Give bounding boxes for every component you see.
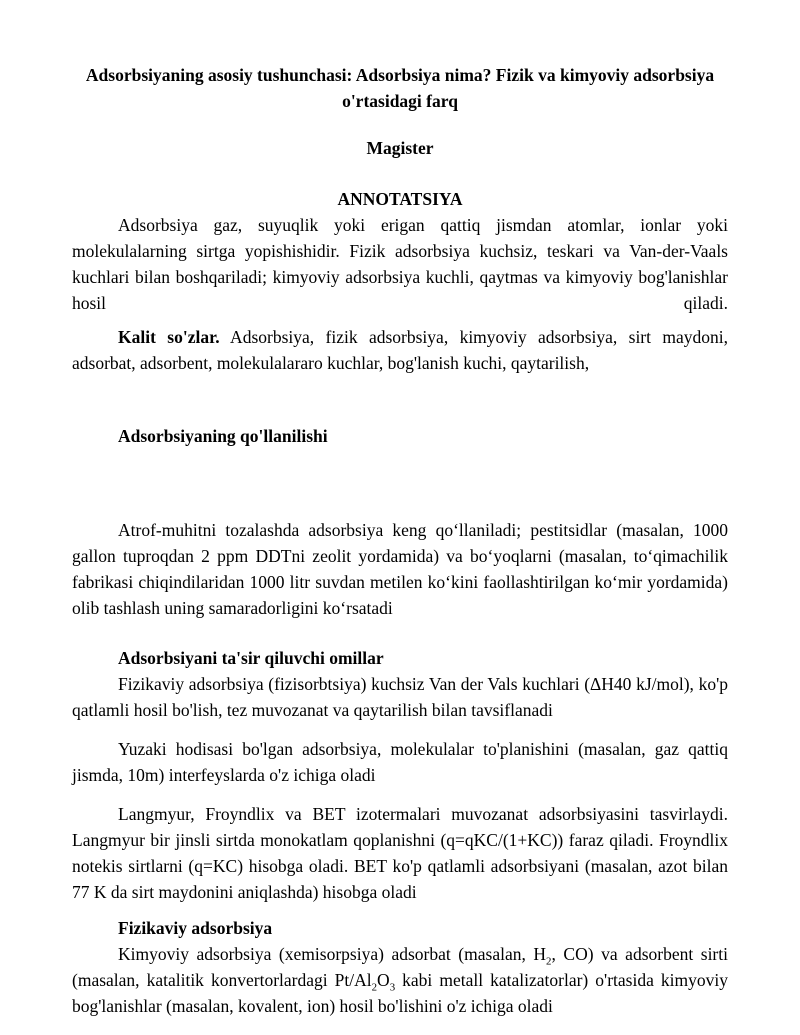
- surface-phenomenon-paragraph: Yuzaki hodisasi bo'lgan adsorbsiya, molekulalar to'planishini (masalan, gaz qattiq jismda, 10m) interfeyslarda o'z ichiga oladi: [72, 739, 728, 785]
- degree-label: Magister: [366, 138, 434, 158]
- section-factors-heading: Adsorbsiyani ta'sir qiluvchi omillar: [118, 648, 384, 668]
- keywords-paragraph: [72, 324, 728, 376]
- physisorption-paragraph: Fizikaviy adsorbsiya (fizisorbtsiya) kuchsiz Van der Vals kuchlari (ΔH40 kJ/mol), ko'p qatlamli hosil bo'lish, tez muvozanat va qaytarilish bilan tavsiflanadi: [72, 674, 728, 720]
- annotation-paragraph: Adsorbsiya gaz, suyuqlik yoki erigan qattiq jismdan atomlar, ionlar yoki molekulalarning sirtga yopishishidir. Fizik adsorbsiya kuchsiz, teskari va Van-der-Vaals kuchlari bilan boshqariladi; kimyoviy adsorbsiya kuchli, qaytmas va kimyoviy bog'lanishlar hosil qiladi.: [72, 215, 728, 313]
- chem-text-part1: Kimyoviy adsorbsiya (xemisorpsiya) adsorbat (masalan, H: [118, 944, 547, 964]
- chem-text-part2: , CO) va adsorbent sirti (masalan, katalitik konvertorlardagi Pt/Al: [72, 944, 728, 990]
- annotation-heading: ANNOTATSIYA: [337, 189, 463, 209]
- page-title: Adsorbsiyaning asosiy tushunchasi: Adsorbsiya nima? Fizik va kimyoviy adsorbsiya o'rtasidagi farq: [85, 65, 715, 111]
- chemisorption-paragraph: [72, 941, 728, 1019]
- isotherms-paragraph: Langmyur, Froyndlix va BET izotermalari muvozanat adsorbsiyasini tasvirlaydi. Langmyur bir jinsli sirtda monokatlam qoplanishni (q=qKC/(1+KC)) faraz qiladi. Froyndlix notekis sirtlarni (q=KC) hisobga oladi. BET ko'p qatlamli adsorbsiyani (masalan, azot bilan 77 K da sirt maydonini aniqlashda) hisobga oladi: [72, 804, 728, 902]
- keywords-label: Kalit so'zlar.: [118, 327, 220, 347]
- chem-text-part3: O: [377, 970, 390, 990]
- chem-text-part4: kabi metall katalizatorlar) o'rtasida kimyoviy bog'lanishlar (masalan, kovalent, ion) hosil bo'lishini o'z ichiga oladi: [72, 970, 728, 1016]
- chem-sub3: 3: [389, 981, 396, 994]
- section-usage-paragraph: Atrof-muhitni tozalashda adsorbsiya keng qo‘llaniladi; pestitsidlar (masalan, 1000 gallon tuproqdan 2 ppm DDTni zeolit yordamida) va bo‘yoqlarni (masalan, to‘qimachilik fabrikasi chiqindilaridan 1000 litr suvdan metilen ko‘kini faollashtirilgan ko‘mir yordamida) olib tashlash uning samaradorligini ko‘rsatadi: [72, 520, 728, 618]
- chem-sub1: 2: [546, 955, 552, 968]
- keywords-text: Adsorbsiya, fizik adsorbsiya, kimyoviy adsorbsiya, sirt maydoni, adsorbat, adsorbent, molekulalararo kuchlar, bog'lanish kuchi, qaytarilish,: [72, 327, 728, 373]
- chem-sub2: 2: [371, 981, 378, 994]
- section-usage-heading: Adsorbsiyaning qo'llanilishi: [118, 426, 328, 446]
- section-physical-heading: Fizikaviy adsorbsiya: [118, 918, 273, 938]
